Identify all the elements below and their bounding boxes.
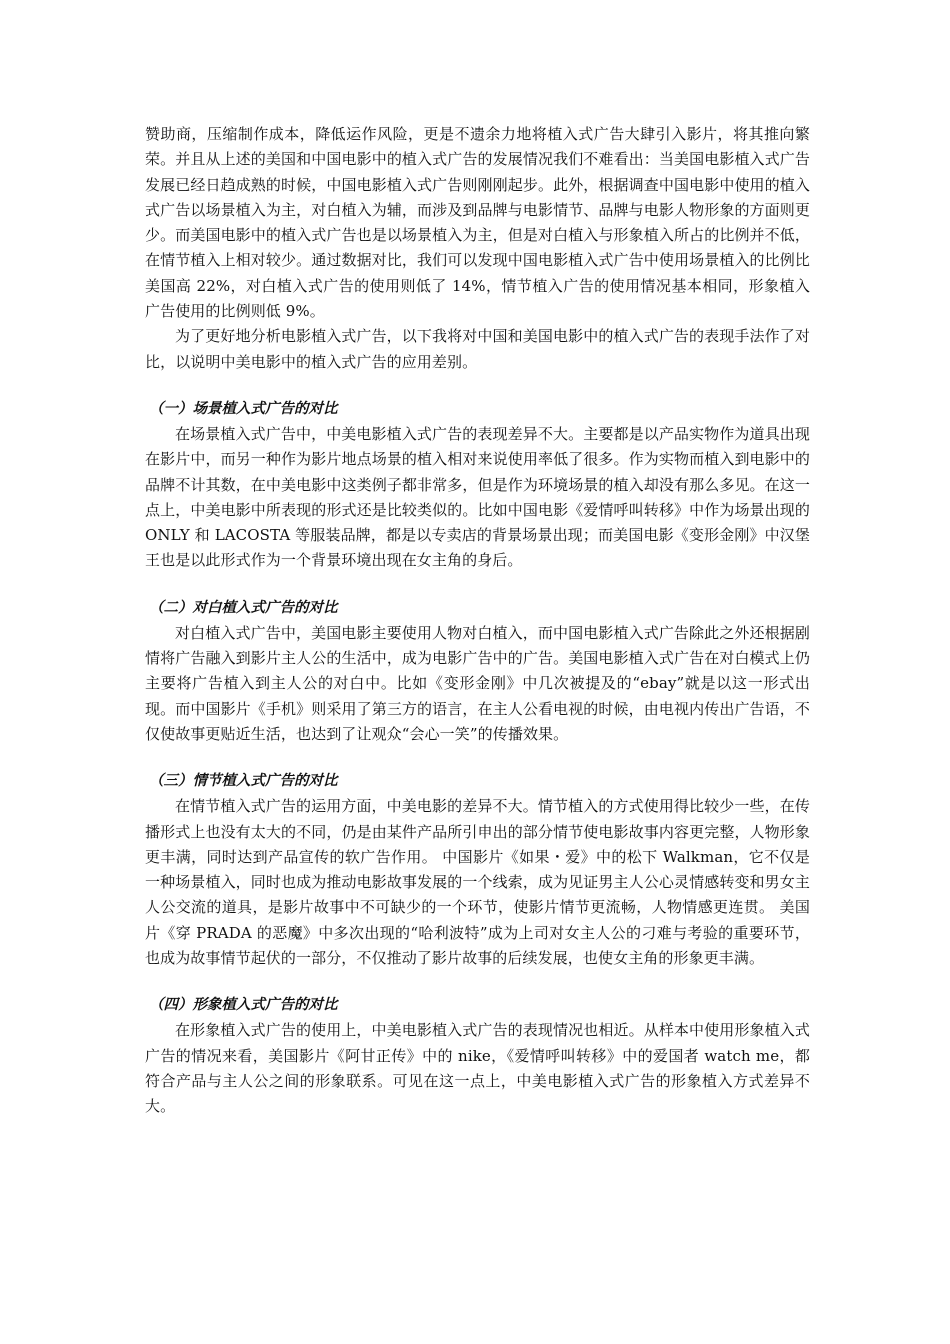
section-heading-scene: （一）场景植入式广告的对比 xyxy=(149,400,338,417)
section-heading-image: （四）形象植入式广告的对比 xyxy=(149,997,338,1014)
paragraph-intro-continued: 赞助商，压缩制作成本，降低运作风险，更是不遗余力地将植入式广告大肆引入影片，将其推向繁荣。并且从上述的美国和中国电影中的植入式广告的发展情况我们不难看出：当美国电影植入式广告发展已经日趋成熟的时候，中国电影植入式广告则刚刚起步。此外，根据调查中国电影中使用的植入式广告以场景植入为主，对白植入为辅，而涉及到品牌与电影情节、品牌与电影人物形象的方面则更少。而美国电影中的植入式广告也是以场景植入为主，但是对白植入与形象植入所占的比例并不低，在情节植入上相对较少。通过数据对比，我们可以发现中国电影植入式广告中使用场景植入的比例比美国高 22%，对白植入式广告的使用则低了 14%，情节植入广告的使用情况基本相同，形象植入广告使用的比例则低 9%。 xyxy=(145,125,810,321)
section-body-dialogue: 对白植入式广告中，美国电影主要使用人物对白植入，而中国电影植入式广告除此之外还根据剧情将广告融入到影片主人公的生活中，成为电影广告中的广告。美国电影植入式广告在对白模式上仍主要将广告植入到主人公的对白中。比如《变形金刚》中几次被提及的“ebay”就是以这一形式出现。而中国影片《手机》则采用了第三方的语言，在主人公看电视的时候，由电视内传出广告语，不仅使故事更贴近生活，也达到了让观众“会心一笑”的传播效果。 xyxy=(145,623,810,743)
spacer xyxy=(145,375,810,397)
spacer xyxy=(145,574,810,596)
section-heading-dialogue: （二）对白植入式广告的对比 xyxy=(149,599,338,616)
section-body-image: 在形象植入式广告的使用上，中美电影植入式广告的表现情况也相近。从样本中使用形象植入式广告的情况来看，美国影片《阿甘正传》中的 nike，《爱情呼叫转移》中的爱国者 watch me，都符合产品与主人公之间的形象联系。可见在这一点上，中美电影植入式广告的形象植入方式差异不大。 xyxy=(145,1021,810,1116)
paragraph-transition: 为了更好地分析电影植入式广告，以下我将对中国和美国电影中的植入式广告的表现手法作了对比，以说明中美电影中的植入式广告的应用差别。 xyxy=(145,327,810,371)
section-body-plot: 在情节植入式广告的运用方面，中美电影的差异不大。情节植入的方式使用得比较少一些，在传播形式上也没有太大的不同，仍是由某件产品所引申出的部分情节使电影故事内容更完整，人物形象更丰满，同时达到产品宣传的软广告作用。 中国影片《如果・爱》中的松下 Walkman，它不仅是一种场景植入，同时也成为推动电影故事发展的一个线索，成为见证男主人公心灵情感转变和男女主人公交流的道具，是影片故事中不可缺少的一个环节，使影片情节更流畅，人物情感更连贯。 美国片《穿 PRADA 的恶魔》中多次出现的“哈利波特”成为上司对女主人公的刁难与考验的重要环节，也成为故事情节起伏的一部分，不仅推动了影片故事的后续发展，也使女主角的形象更丰满。 xyxy=(145,797,810,968)
section-heading-plot: （三）情节植入式广告的对比 xyxy=(149,773,338,790)
document-page xyxy=(145,122,810,1120)
spacer xyxy=(145,971,810,993)
section-body-scene: 在场景植入式广告中，中美电影植入式广告的表现差异不大。主要都是以产品实物作为道具出现在影片中，而另一种作为影片地点场景的植入相对来说使用率低了很多。作为实物而植入到电影中的品牌不计其数，在中美电影中这类例子都非常多，但是作为环境场景的植入却没有那么多见。在这一点上，中美电影中所表现的形式还是比较类似的。比如中国电影《爱情呼叫转移》中作为场景出现的 ONLY 和 LACOSTA 等服装品牌，都是以专卖店的背景场景出现；而美国电影《变形金刚》中汉堡王也是以此形式作为一个背景环境出现在女主角的身后。 xyxy=(145,424,810,570)
spacer xyxy=(145,747,810,769)
